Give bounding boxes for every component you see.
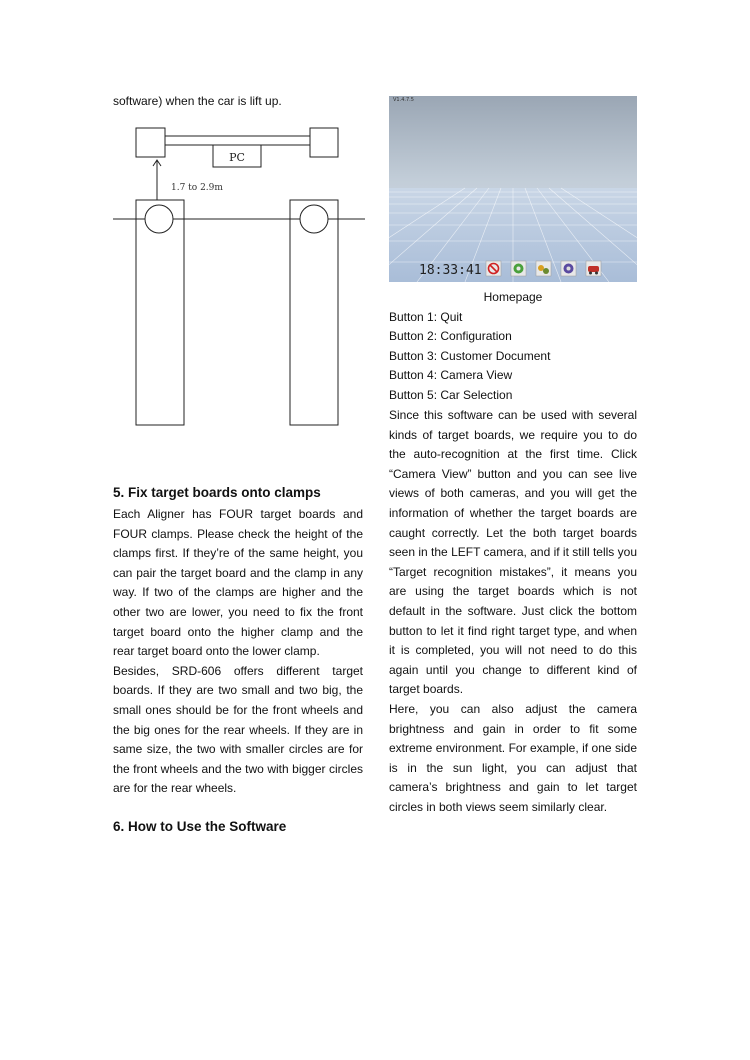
car-selection-button-icon (586, 261, 601, 276)
customer-document-button-icon (536, 261, 551, 276)
left-ramp (136, 200, 184, 425)
section-6-heading: 6. How to Use the Software (113, 819, 287, 834)
list-item: Button 5: Car Selection (389, 387, 513, 402)
lift-diagram (113, 120, 365, 430)
crossbar (165, 136, 310, 145)
quit-button-icon (486, 261, 501, 276)
software-homepage-screenshot (389, 96, 637, 282)
configuration-button-icon (511, 261, 526, 276)
target-boards-paragraph: Besides, SRD-606 offers different target boards. If they are two small and two big, the small ones should be for the front wheels and the big ones for the rear wheels. If they are in same size, the two with smaller circles are for the front wheels and the two with bigger circles are for the rear wheels. (113, 663, 363, 796)
clamps-paragraph: Each Aligner has FOUR target boards and FOUR clamps. Please check the height of the clamps first. If they’re of the same height, you can pair the target board and the clamp in any way. If two of the clamps are higher and the other two are lower, you need to fix the front target board onto the higher clamp and the rear target board onto the lower clamp. (113, 507, 363, 659)
right-ramp (290, 200, 338, 425)
intro-text: software) when the car is lift up. (113, 94, 282, 108)
list-item: Button 3: Customer Document (389, 348, 551, 363)
right-target-circle (300, 205, 328, 233)
list-item: Button 2: Configuration (389, 329, 512, 344)
distance-label: 1.7 to 2.9m (171, 183, 223, 193)
list-item: Button 4: Camera View (389, 368, 513, 383)
version-label: V1.4.7.5 (393, 97, 414, 103)
left-camera-box (136, 128, 165, 157)
pc-label: PC (229, 151, 245, 164)
button-list (389, 288, 637, 406)
right-column-text (389, 406, 637, 817)
list-item: Button 1: Quit (389, 309, 463, 324)
clock-display: 18:33:41 (419, 263, 482, 278)
left-target-circle (145, 205, 173, 233)
right-camera-box (310, 128, 338, 157)
camera-view-paragraph: Since this software can be used with several kinds of target boards, we require you to do the auto-recognition at the first time. Click “Camera View” button and you can see live views of both cameras, and you will get the information of whether the target boards are caught correctly. Let the both target boards seen in the LEFT camera, and if it still tells you “Target recognition mistakes”, it means you are using the target boards which is not default in the software. Just click the bottom button to let it find right target type, and when it is completed, you will not need to do this again until you change to different kind of target boards. (389, 408, 637, 697)
section-5-heading: 5. Fix target boards onto clamps (113, 485, 321, 500)
section-5-text (113, 505, 363, 799)
brightness-paragraph: Here, you can also adjust the camera brightness and gain in order to fit some extreme environment. For example, if one side is in the sun light, you can adjust that camera’s brightness and gain to let target circles in both views seem similarly clear. (389, 701, 637, 814)
camera-view-button-icon (561, 261, 576, 276)
figure-caption: Homepage (483, 290, 543, 304)
